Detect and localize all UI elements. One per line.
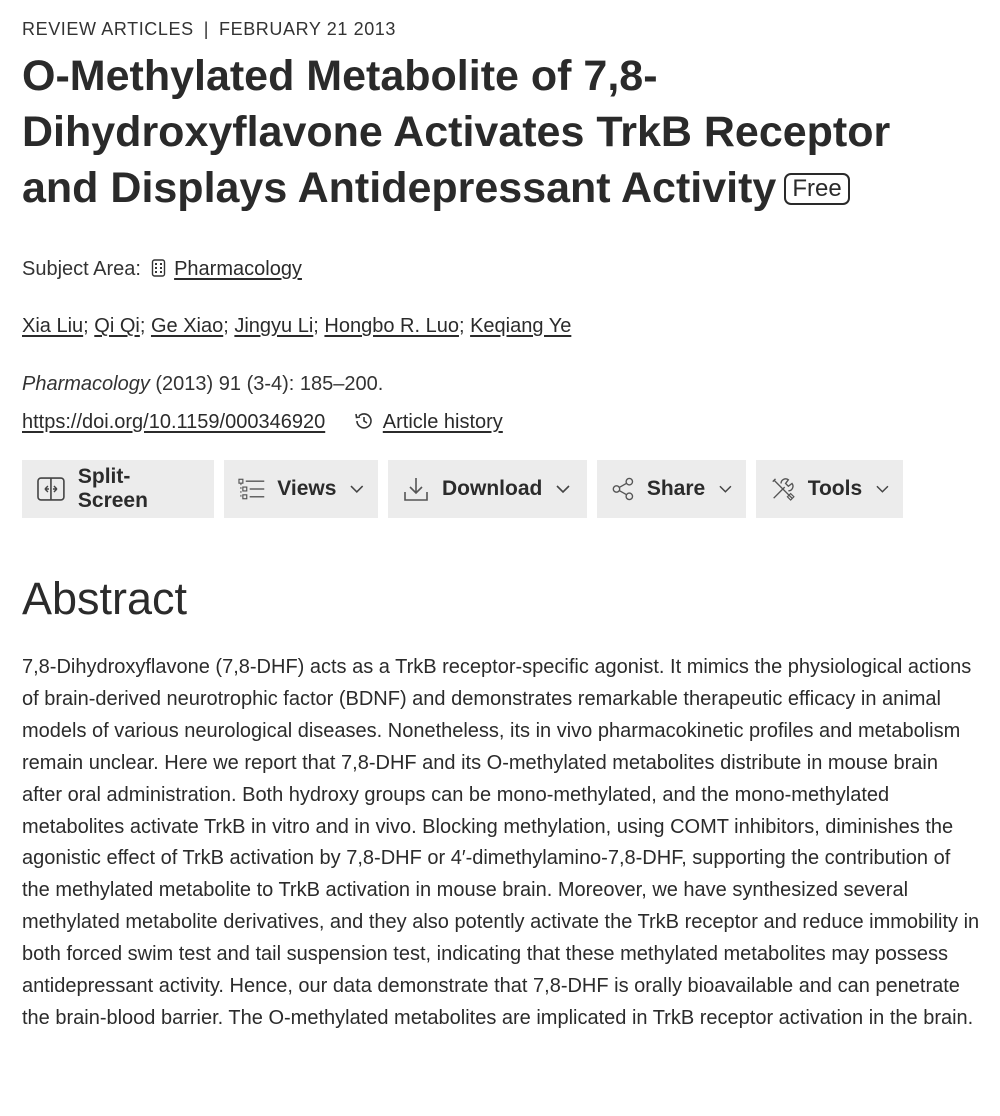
article-category: REVIEW ARTICLES [22, 19, 194, 39]
doi-link[interactable]: https://doi.org/10.1159/000346920 [22, 411, 326, 433]
author-link[interactable]: Ge Xiao [150, 315, 224, 337]
author-separator: ; [139, 315, 146, 337]
meta-separator: | [203, 19, 209, 39]
author-link[interactable]: Qi Qi [94, 315, 140, 337]
history-icon [353, 410, 375, 432]
subject-label: Subject Area: [22, 258, 141, 280]
views-button[interactable] [224, 460, 378, 518]
free-badge: Free [784, 173, 849, 205]
chevron-down-icon [556, 484, 570, 494]
tools-label: Tools [807, 477, 863, 500]
article-history[interactable] [353, 411, 503, 433]
download-button[interactable] [388, 460, 587, 518]
journal-name: Pharmacology [22, 373, 150, 395]
building-icon [151, 258, 166, 278]
author-separator: ; [223, 315, 229, 337]
abstract-text: 7,8-Dihydroxyflavone (7,8-DHF) acts as a TrkB receptor-specific agonist. It mimics the physiological actions of brain-derived neurotrophic factor (BDNF) and demonstrates remarkable therapeutic efficacy in animal models of various neurological diseases. Nonetheless, its in vivo pharmacokinetic profiles and metabolism remain unclear. Here we report that 7,8-DHF and its O-methylated metabolites distribute in mouse brain after oral administration. Both hydroxy groups can be mono-methylated, and the mono-methylated metabolites activate TrkB in vitro and in vivo. Blocking methylation, using COMT inhibitors, diminishes the agonistic effect of TrkB activation by 7,8-DHF or 4′-dimethylamino-7,8-DHF, supporting the contribution of the methylated metabolite to TrkB activation in mouse brain. Moreover, we have synthesized several methylated metabolite derivatives, and they also potently activate the TrkB receptor and reduce immobility in both forced swim test and tail suspension test, indicating that these methylated metabolites may possess antidepressant activity. Hence, our data demonstrate that 7,8-DHF is orally bioavailable and can penetrate the brain-blood barrier. The O-methylated metabolites are implicated in TrkB receptor activation in the brain. [22, 656, 980, 1029]
article-title [22, 48, 962, 216]
author-link[interactable]: Xia Liu [22, 315, 84, 337]
author-separator: ; [313, 315, 319, 337]
author-list [22, 315, 571, 338]
author-separator: ; [83, 315, 89, 337]
chevron-down-icon [719, 484, 732, 494]
doi-line [22, 410, 503, 434]
share-label: Share [646, 477, 706, 500]
article-history-link[interactable]: Article history [382, 411, 503, 433]
citation-details: (2013) 91 (3-4): 185–200. [149, 373, 384, 395]
article-title-text: O-Methylated Metabolite of 7,8-Dihydroxyflavone Activates TrkB Receptor and Displays Antidepressant Activity [22, 52, 891, 212]
split-screen-button[interactable] [22, 460, 214, 518]
download-icon [402, 475, 430, 503]
share-icon [611, 476, 635, 502]
split-screen-icon [36, 475, 66, 503]
tools-icon [770, 475, 796, 503]
download-label: Download [442, 477, 543, 500]
subject-link[interactable]: Pharmacology [174, 258, 302, 280]
tools-button[interactable] [756, 460, 903, 518]
split-screen-label: Split-Screen [77, 465, 148, 512]
citation [22, 373, 383, 396]
list-icon [238, 477, 265, 501]
author-link[interactable]: Jingyu Li [234, 315, 314, 337]
chevron-down-icon [876, 484, 889, 494]
article-toolbar [22, 460, 903, 518]
subject-area [22, 258, 302, 281]
article-date: FEBRUARY 21 2013 [219, 19, 397, 39]
author-separator: ; [458, 315, 465, 337]
abstract-heading: Abstract [22, 573, 188, 624]
views-label: Views [277, 477, 337, 500]
article-meta [22, 19, 396, 40]
author-link[interactable]: Keqiang Ye [470, 315, 572, 337]
chevron-down-icon [350, 484, 364, 494]
share-button[interactable] [597, 460, 746, 518]
author-link[interactable]: Hongbo R. Luo [324, 315, 459, 337]
